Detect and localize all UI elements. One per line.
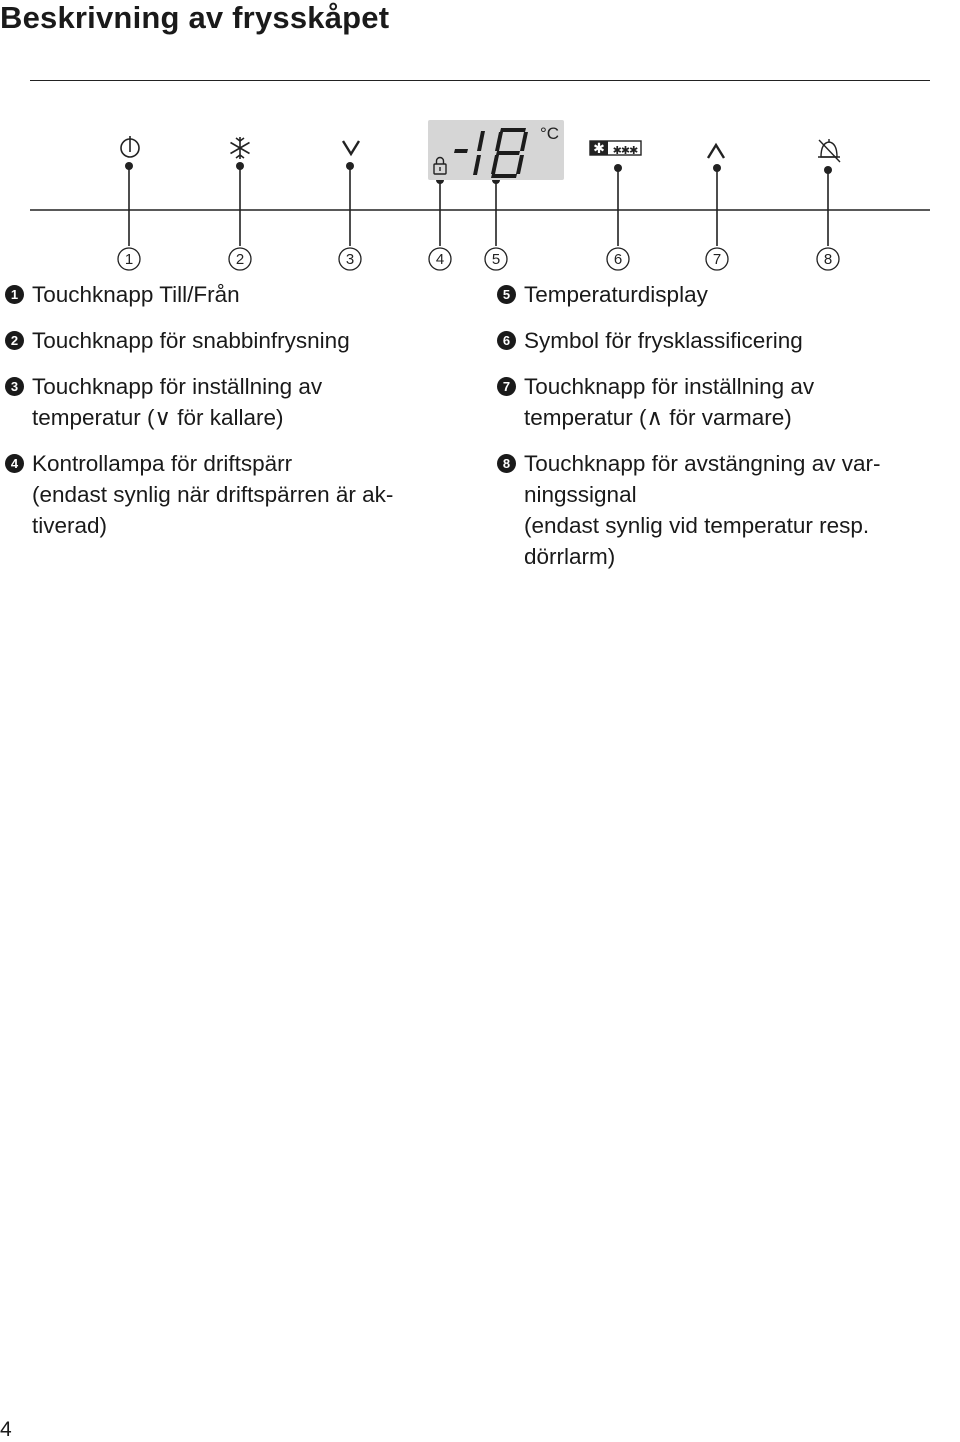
legend-text: Symbol för frysklassificering — [524, 328, 803, 353]
callout-circles — [118, 248, 839, 270]
callout-2: 2 — [235, 251, 245, 268]
legend-text: Touchknapp för snabbinfrysning — [32, 328, 350, 353]
legend-number: 2 — [5, 331, 24, 350]
page-number: 4 — [0, 1418, 12, 1441]
legend-number: 6 — [497, 331, 516, 350]
legend-text: Kontrollampa för driftspärr (endast synlig när driftspärren är ak- tiverad) — [32, 451, 394, 538]
power-icon — [121, 136, 139, 157]
legend-number: 3 — [5, 377, 24, 396]
legend-number: 5 — [497, 285, 516, 304]
svg-text:✱: ✱ — [593, 141, 605, 157]
callout-5: 5 — [491, 251, 501, 268]
legend-number: 1 — [5, 285, 24, 304]
legend-text: Touchknapp för inställning av temperatur (∧ för varmare) — [524, 374, 815, 430]
legend-number: 7 — [497, 377, 516, 396]
chevron-up-icon — [708, 145, 724, 158]
svg-text:✱✱✱: ✱✱✱ — [612, 144, 638, 157]
freezer-rating-icon — [590, 141, 641, 157]
callout-6: 6 — [613, 251, 623, 268]
legend-text: Temperaturdisplay — [524, 282, 708, 307]
alarm-off-icon — [818, 139, 840, 162]
callout-8: 8 — [823, 251, 833, 268]
legend-text: Touchknapp Till/Från — [32, 282, 240, 307]
callout-4: 4 — [435, 251, 445, 268]
chevron-down-icon — [343, 141, 359, 154]
snowflake-icon — [231, 137, 250, 159]
page-title: Beskrivning av frysskåpet — [0, 0, 390, 35]
legend-number: 8 — [497, 454, 516, 473]
callout-7: 7 — [712, 251, 722, 268]
callout-1: 1 — [124, 251, 134, 268]
control-panel-diagram — [0, 0, 960, 280]
legend-text: Touchknapp för inställning av temperatur (∨ för kallare) — [32, 374, 323, 430]
legend-text: Touchknapp för avstängning av var- ningssignal (endast synlig vid temperatur resp. dörrlarm) — [524, 451, 881, 569]
callout-3: 3 — [345, 251, 355, 268]
legend-number: 4 — [5, 454, 24, 473]
temperature-unit: °C — [540, 124, 560, 143]
